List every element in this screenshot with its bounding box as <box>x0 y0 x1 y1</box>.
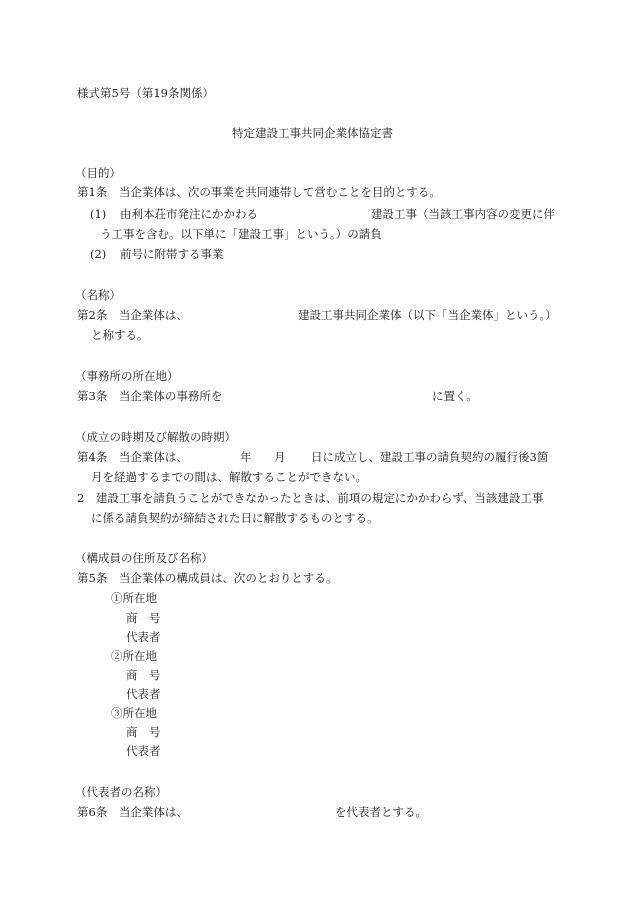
article-4-heading: （成立の時期及び解散の時期） <box>75 430 236 444</box>
article-2-text: 第2条 当企業体は、 <box>77 308 188 322</box>
member-2-trade-name-label: 商 号 <box>126 668 161 682</box>
article-1-item-1-text-3: う工事を含む。以下単に「建設工事」という。）の請負 <box>100 227 382 241</box>
article-4-year: 年 <box>240 450 252 464</box>
form-label: 様式第5号（第19条関係） <box>77 86 214 100</box>
article-6-heading: （代表者の名称） <box>75 785 167 799</box>
member-1-trade-name-label: 商 号 <box>126 611 161 625</box>
document-title: 特定建設工事共同企業体協定書 <box>232 126 393 140</box>
article-1-item-2-text: 前号に附帯する事業 <box>120 247 224 261</box>
article-4-text-3: 月を経過するまでの間は、解散することができない。 <box>91 470 367 484</box>
article-1-item-2-number: (2) <box>90 247 107 261</box>
member-1-address-label: ①所在地 <box>111 591 157 605</box>
article-3-text-2: に置く。 <box>432 389 478 403</box>
article-5-heading: （構成員の住所及び名称） <box>75 551 213 565</box>
article-4-month: 月 <box>274 450 286 464</box>
article-6-text-2: を代表者とする。 <box>335 805 427 819</box>
article-4-paragraph-2-text-2: に係る請負契約が締結された日に解散するものとする。 <box>91 511 379 525</box>
member-3-address-label: ③所在地 <box>111 706 157 720</box>
member-3-trade-name-label: 商 号 <box>126 725 161 739</box>
article-4-text: 第4条 当企業体は、 <box>77 450 188 464</box>
article-2-heading: （名称） <box>75 288 121 302</box>
article-1-item-1-text: 由利本荘市発注にかかわる <box>120 207 258 221</box>
member-2-representative-label: 代表者 <box>126 687 161 701</box>
article-1-item-1-number: (1) <box>90 207 107 221</box>
article-3-heading: （事務所の所在地） <box>75 369 179 383</box>
member-1-representative-label: 代表者 <box>126 630 161 644</box>
article-2-text-2: 建設工事共同企業体（以下「当企業体」という。） <box>298 308 557 322</box>
article-2-text-3: と称する。 <box>91 328 149 342</box>
member-3-representative-label: 代表者 <box>126 744 161 758</box>
article-6-text: 第6条 当企業体は、 <box>77 805 188 819</box>
article-3-text: 第3条 当企業体の事務所を <box>77 389 223 403</box>
article-1-item-1-text-2: 建設工事（当該工事内容の変更に伴 <box>371 207 555 221</box>
article-5-text: 第5条 当企業体の構成員は、次のとおりとする。 <box>77 571 338 585</box>
member-2-address-label: ②所在地 <box>111 649 157 663</box>
article-1-heading: （目的） <box>75 166 121 180</box>
article-4-paragraph-2: 2 建設工事を請負うことができなかったときは、前項の規定にかかわらず、当該建設工事 <box>77 491 544 505</box>
article-4-text-2: 日に成立し、建設工事の請負契約の履行後3箇 <box>311 450 549 464</box>
article-1-text: 第1条 当企業体は、次の事業を共同連帯して営むことを目的とする。 <box>77 185 441 199</box>
